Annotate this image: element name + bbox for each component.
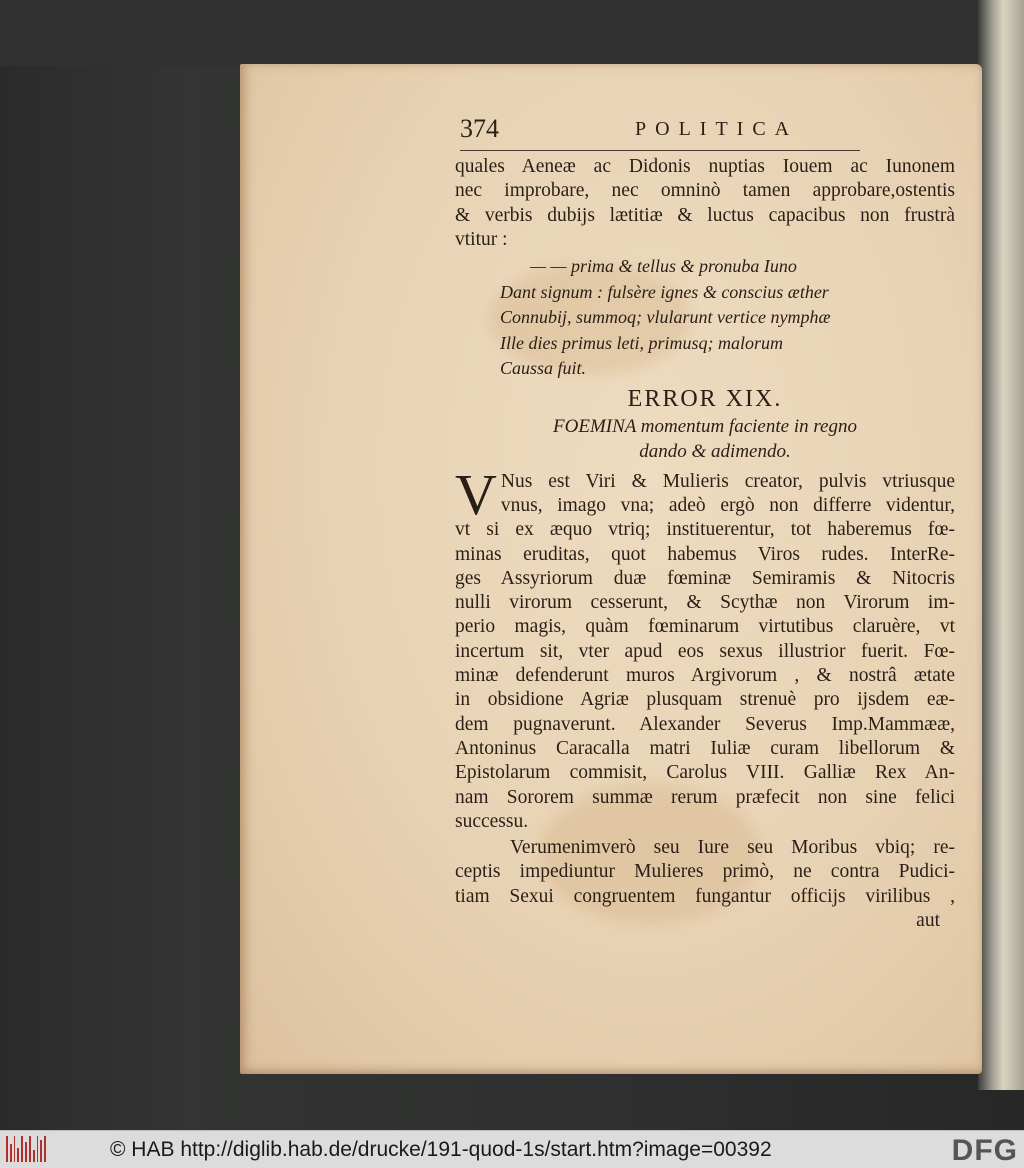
text-line: quales Aeneæ ac Didonis nuptias Iouem ac Iunonem xyxy=(455,156,955,177)
running-head: POLITICA xyxy=(635,118,799,140)
text-line: nam Sororem summæ rerum præfecit non sine felici xyxy=(455,786,955,808)
scan-top-edge xyxy=(0,0,1024,66)
text-line: vtitur : xyxy=(455,228,508,250)
text-line: tiam Sexui congruentem fungantur officijs virilibus , xyxy=(455,885,955,907)
drop-cap: V xyxy=(455,461,497,527)
text-line: minæ defenderunt muros Argivorum , & nostrâ ætate xyxy=(455,665,955,687)
book-page xyxy=(240,64,982,1074)
text-line: dem pugnaverunt. Alexander Severus Imp.Mammææ, xyxy=(455,713,955,735)
top-lines xyxy=(455,155,955,252)
verse-line: Connubij, summoq; vlularunt vertice nymphæ xyxy=(500,307,831,328)
verse-line: Ille dies primus leti, primusq; malorum xyxy=(500,332,783,353)
text-line: successu. xyxy=(455,810,529,832)
text-line: Nus est Viri & Mulieris creator, pulvis vtriusque xyxy=(500,470,955,492)
page-text xyxy=(455,114,955,933)
text-line: vnus, imago vna; adeò ergò non differre videntur, xyxy=(500,494,955,516)
copyright-link[interactable]: © HAB http://diglib.hab.de/drucke/191-quod-1s/start.htm?image=00392 xyxy=(110,1138,772,1161)
verse-line: Caussa fuit. xyxy=(500,358,587,379)
page-header xyxy=(460,114,860,151)
text-line: perio magis, quàm fœminarum virtutibus claruère, vt xyxy=(455,616,955,638)
section-subtitle: FOEMINA momentum faciente in regno xyxy=(553,415,857,437)
verse-quote xyxy=(455,254,955,382)
text-line: ges Assyriorum duæ fœminæ Semiramis & Nitocris xyxy=(455,567,955,589)
text-line: Antoninus Caracalla matri Iuliæ curam libellorum & xyxy=(455,737,955,759)
text-line: nec improbare, nec omninò tamen approbare,ostentis xyxy=(455,180,955,202)
text-line: Epistolarum commisit, Carolus VIII. Galliæ Rex An- xyxy=(455,762,955,784)
hab-logo-icon xyxy=(6,1136,46,1162)
paragraph-1 xyxy=(455,461,955,834)
paragraph-2 xyxy=(455,836,955,909)
text-line: minas eruditas, quot habemus Viros rudes. InterRe- xyxy=(455,543,955,565)
text-line: Verumenimverò seu Iure seu Moribus vbiq; re- xyxy=(510,837,955,859)
text-line: in obsidione Agriæ plusquam strenuè pro ijsdem eæ- xyxy=(455,689,955,711)
verse-line: Dant signum : fulsère ignes & conscius æther xyxy=(500,281,829,302)
section-subtitle: dando & adimendo. xyxy=(639,440,791,462)
verse-line: — — prima & tellus & pronuba Iuno xyxy=(530,256,797,277)
dfg-logo: DFG xyxy=(951,1134,1018,1167)
text-line: vt si ex æquo vtriq; instituerentur, tot haberemus fœ- xyxy=(455,519,955,541)
section-title: ERROR XIX. xyxy=(627,385,783,412)
text-line: & verbis dubijs lætitiæ & luctus capacibus non frustrà xyxy=(455,204,955,226)
page-number: 374 xyxy=(460,114,499,143)
text-line: nulli virorum cesserunt, & Scythæ non Virorum im- xyxy=(455,592,955,614)
footer-bar xyxy=(0,1130,1024,1168)
text-line: incertum sit, vter apud eos sexus illustrior fuerit. Fœ- xyxy=(455,640,955,662)
catchword: aut xyxy=(916,910,940,932)
adjacent-page-edge xyxy=(978,0,1024,1090)
text-line: ceptis impediuntur Mulieres primò, ne contra Pudici- xyxy=(455,861,955,883)
